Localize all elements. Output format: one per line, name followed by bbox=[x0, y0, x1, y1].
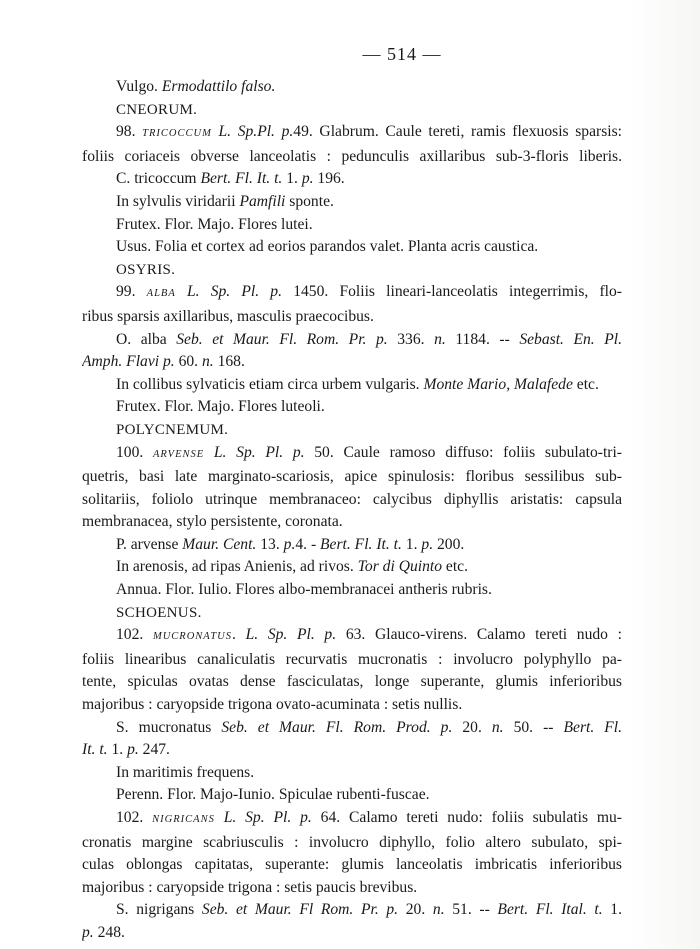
text-line bbox=[82, 99, 622, 122]
citation-italic: L. Sp. Pl. p. bbox=[223, 809, 312, 826]
text-run: 49. Glabrum. Caule tereti, ramis flexuosis sparsis: bbox=[293, 123, 622, 141]
text-line bbox=[82, 694, 622, 717]
text-run: foliis coriaceis obverse lanceolatis : pedunculis axillaribus sub-3-floris liberis. bbox=[82, 147, 622, 165]
citation-italic: n. bbox=[432, 901, 445, 919]
text-run: 64. Calamo tereti nudo: foliis subulatis mu- bbox=[311, 809, 622, 826]
citation-italic: Sebast. En. Pl. bbox=[519, 330, 622, 348]
text-line bbox=[82, 306, 622, 329]
text-line bbox=[82, 466, 622, 489]
text-line bbox=[82, 534, 622, 557]
text-run bbox=[215, 809, 224, 826]
text-run: 50. -- bbox=[503, 718, 564, 736]
text-run: In arenosis, ad ripas Anienis, ad rivos. bbox=[116, 558, 358, 576]
text-run: culas oblongas capitatas, superante: glumis lanceolatis imbricatis inferioribus bbox=[82, 856, 622, 874]
text-run: Perenn. Flor. Majo-Iunio. Spiculae rubenti-fuscae. bbox=[116, 786, 430, 804]
text-run: Frutex. Flor. Majo. Flores luteoli. bbox=[116, 398, 325, 416]
text-run: Usus. Folia et cortex ad eorios parandos valet. Planta acris caustica. bbox=[116, 238, 539, 256]
text-run: quetris, basi late marginato-scariosis, apice spinulosis: floribus sessilibus sub- bbox=[82, 468, 622, 486]
citation-italic: Monte Mario, Malafede bbox=[423, 375, 573, 393]
citation-italic: Maur. Cent. bbox=[182, 535, 257, 553]
citation-italic: Bert. Fl. It. t. bbox=[320, 535, 402, 553]
text-line bbox=[82, 396, 622, 419]
text-line bbox=[82, 121, 622, 146]
text-run: solitariis, foliolo utrinque membranaceo: calycibus diphyllis aristatis: capsula bbox=[82, 490, 622, 508]
citation-italic: Bert. Fl. bbox=[563, 718, 622, 736]
text-line bbox=[82, 671, 622, 694]
text-line bbox=[82, 76, 622, 99]
text-run: In maritimis frequens. bbox=[116, 763, 255, 781]
text-run: In sylvulis viridarii bbox=[116, 192, 240, 210]
text-run: 98. bbox=[116, 123, 143, 141]
text-line bbox=[82, 191, 622, 214]
text-run: 247. bbox=[138, 741, 170, 759]
citation-italic: Ermodattilo falso. bbox=[161, 78, 276, 95]
text-run: 4. - bbox=[295, 535, 321, 553]
text-line bbox=[82, 602, 622, 625]
text-run: foliis linearibus canaliculatis recurvatis mucronatis : involucro polyphyllo pa- bbox=[82, 650, 622, 668]
citation-italic: p. bbox=[127, 741, 139, 759]
text-run: 336. bbox=[387, 330, 435, 348]
text-line bbox=[82, 922, 622, 945]
text-run: 1450. Foliis lineari-lanceolatis integerrimis, flo- bbox=[282, 283, 622, 301]
text-run: CNEORUM. bbox=[116, 101, 198, 118]
text-run bbox=[176, 283, 187, 300]
text-run: O. alba bbox=[116, 330, 177, 348]
text-run: 51. -- bbox=[444, 901, 498, 919]
text-line bbox=[82, 717, 622, 740]
text-run: 1184. -- bbox=[445, 330, 520, 348]
text-line bbox=[82, 649, 622, 672]
text-line bbox=[82, 374, 622, 397]
text-run: cronatis margine scabriusculis : involucro diphyllo, folio altero subulato, spi- bbox=[82, 833, 622, 851]
text-line bbox=[82, 281, 622, 306]
species-name: ARVENSE bbox=[153, 448, 205, 460]
text-run: 60. bbox=[174, 353, 202, 371]
citation-italic: Seb. et Maur. Fl. Rom. Pr. p. bbox=[176, 330, 388, 348]
text-run bbox=[204, 444, 214, 461]
citation-italic: Bert. Fl. Ital. t. bbox=[497, 901, 603, 919]
text-run: Annua. Flor. Iulio. Flores albo-membranacei antheris rubris. bbox=[116, 581, 492, 599]
species-name: ALBA bbox=[146, 288, 176, 300]
text-run: 63. Glauco-virens. Calamo tereti nudo : bbox=[336, 626, 622, 644]
text-line bbox=[82, 329, 622, 352]
text-run: 20. bbox=[398, 901, 433, 919]
citation-italic: L. Sp.Pl. p. bbox=[218, 123, 294, 141]
text-line bbox=[82, 832, 622, 855]
text-line bbox=[82, 556, 622, 579]
text-run: 13. bbox=[256, 535, 284, 553]
species-name: MUCRONATUS bbox=[152, 631, 232, 643]
text-run: OSYRIS. bbox=[116, 261, 176, 278]
citation-italic: L. Sp. Pl. p. bbox=[245, 626, 337, 644]
text-run: 196. bbox=[313, 170, 345, 188]
text-run: etc. bbox=[442, 558, 469, 576]
text-run: 1. bbox=[401, 535, 422, 553]
species-name: TRICOCCUM bbox=[142, 128, 212, 140]
text-line bbox=[82, 511, 622, 534]
text-line bbox=[82, 168, 622, 191]
text-line bbox=[82, 351, 622, 374]
citation-italic: n. bbox=[201, 353, 214, 371]
page-number: — 514 — bbox=[362, 44, 442, 64]
citation-italic: L. Sp. Pl. p. bbox=[186, 283, 283, 301]
text-run: C. tricoccum bbox=[116, 170, 201, 188]
citation-italic: Amph. Flavi p. bbox=[82, 353, 175, 371]
text-line bbox=[82, 236, 622, 259]
text-run: 102. bbox=[116, 626, 153, 644]
text-run: S. nigrigans bbox=[116, 901, 202, 919]
text-run: Frutex. Flor. Majo. Flores lutei. bbox=[116, 215, 313, 233]
text-line bbox=[82, 146, 622, 169]
text-run: membranacea, stylo persistente, coronata. bbox=[82, 513, 343, 531]
text-run: In collibus sylvaticis etiam circa urbem vulgaris. bbox=[116, 375, 424, 393]
citation-italic: p. bbox=[82, 923, 94, 941]
text-run: 168. bbox=[213, 353, 245, 371]
text-run: 248. bbox=[93, 923, 125, 941]
text-line bbox=[82, 899, 622, 922]
text-run: POLYCNEMUM. bbox=[116, 421, 229, 438]
text-run: 99. bbox=[116, 283, 147, 301]
text-run: 1. bbox=[602, 901, 622, 919]
text-run: SCHOENUS. bbox=[116, 604, 202, 621]
text-line bbox=[82, 419, 622, 442]
text-run: 50. Caule ramoso diffuso: foliis subulato-tri- bbox=[304, 443, 622, 461]
citation-italic: n. bbox=[491, 718, 504, 736]
citation-italic: p. bbox=[283, 535, 296, 553]
text-run: tente, spiculas ovatas dense fasciculatas, longe superante, glumis inferioribus bbox=[82, 673, 622, 691]
citation-italic: Seb. et Maur. Fl Rom. Pr. p. bbox=[201, 901, 399, 919]
text-run: majoribus : caryopside trigona : setis paucis brevibus. bbox=[82, 878, 418, 896]
text-run: . bbox=[232, 626, 246, 644]
text-line bbox=[82, 807, 622, 832]
text-line bbox=[82, 762, 622, 785]
text-run: 20. bbox=[452, 718, 492, 736]
text-run: Vulgo. bbox=[116, 78, 162, 95]
citation-italic: Seb. et Maur. Fl. Rom. Prod. p. bbox=[221, 718, 453, 736]
text-line bbox=[82, 259, 622, 282]
text-line bbox=[82, 854, 622, 877]
text-line bbox=[82, 442, 622, 467]
text-run: etc. bbox=[572, 375, 599, 393]
text-run: 1. bbox=[282, 170, 302, 188]
citation-italic: p. bbox=[301, 170, 314, 188]
citation-italic: Bert. Fl. It. t. bbox=[200, 170, 283, 188]
text-run: S. mucronatus bbox=[116, 718, 222, 736]
citation-italic: It. t. bbox=[82, 741, 108, 759]
citation-italic: Pamfili bbox=[239, 192, 286, 210]
text-line bbox=[82, 877, 622, 900]
text-run: sponte. bbox=[285, 192, 334, 210]
text-line bbox=[82, 739, 622, 762]
text-line bbox=[82, 579, 622, 602]
text-line bbox=[82, 214, 622, 237]
species-name: NIGRICANS bbox=[152, 814, 215, 825]
text-run: 1. bbox=[107, 741, 128, 759]
text-line bbox=[82, 624, 622, 649]
citation-italic: Tor di Quinto bbox=[357, 558, 443, 576]
text-run: 102. bbox=[116, 809, 153, 826]
text-run: 200. bbox=[433, 535, 465, 553]
text-line bbox=[82, 784, 622, 807]
citation-italic: p. bbox=[421, 535, 434, 553]
text-run: 100. bbox=[116, 443, 154, 461]
text-line bbox=[82, 489, 622, 512]
text-run: ribus sparsis axillaribus, masculis praecocibus. bbox=[82, 307, 374, 325]
citation-italic: L. Sp. Pl. p. bbox=[213, 443, 305, 461]
page-text-body bbox=[82, 76, 622, 945]
text-run: P. arvense bbox=[116, 535, 183, 553]
citation-italic: n. bbox=[434, 330, 446, 348]
text-run: majoribus : caryopside trigona ovato-acuminata : setis nullis. bbox=[82, 696, 463, 714]
